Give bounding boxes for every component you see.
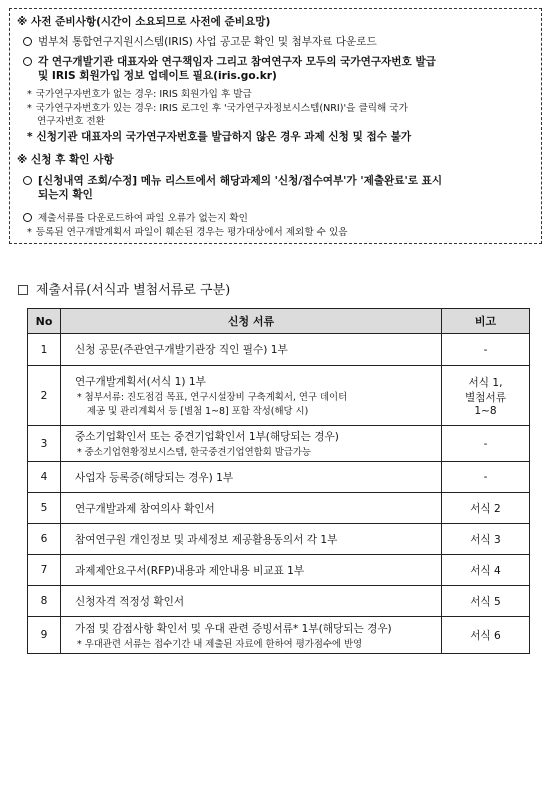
row-sub: * 첨부서류: 진도점검 목표, 연구시설장비 구축계획서, 연구 데이터	[77, 392, 348, 403]
row-note: 서식 6	[442, 617, 530, 654]
notice-box	[9, 8, 542, 244]
row-no: 5	[28, 493, 61, 524]
row-note: 서식 4	[442, 555, 530, 586]
notice-heading-after: ※ 신청 후 확인 사항	[17, 154, 114, 166]
notice-item-text-cont: 및 IRIS 회원가입 정보 업데이트 필요(iris.go.kr)	[38, 70, 277, 82]
asterisk-icon: *	[27, 103, 32, 114]
header-note: 비고	[442, 309, 530, 334]
notice-sub	[27, 226, 348, 239]
row-note: -	[442, 462, 530, 493]
header-no: No	[28, 309, 61, 334]
notice-item-text: 제출서류를 다운로드하여 파일 오류가 없는지 확인	[38, 213, 248, 224]
row-name: 연구개발계획서(서식 1) 1부	[75, 376, 206, 388]
row-no: 9	[28, 617, 61, 654]
row-note: 서식 2	[442, 493, 530, 524]
notice-item-text: [신청내역 조회/수정] 메뉴 리스트에서 해당과제의 '신청/접수여부'가 '제출완료'로 표시	[38, 175, 443, 187]
row-note-cell	[442, 366, 530, 426]
table-row	[28, 586, 530, 617]
row-no: 8	[28, 586, 61, 617]
notice-sub-text: 국가연구자번호가 없는 경우: IRIS 회원가입 후 발급	[35, 89, 252, 100]
table-row	[28, 334, 530, 366]
row-name-cell	[61, 366, 442, 426]
notice-sub	[27, 102, 408, 115]
notice-heading-prepare: ※ 사전 준비사항(시간이 소요되므로 사전에 준비요망)	[17, 16, 271, 28]
asterisk-icon: *	[27, 227, 32, 238]
row-note: 서식 3	[442, 524, 530, 555]
notice-item	[23, 56, 436, 69]
table-row	[28, 524, 530, 555]
table-row	[28, 366, 530, 426]
row-name-cell	[61, 426, 442, 462]
notice-sub	[27, 131, 411, 144]
row-note: 서식 5	[442, 586, 530, 617]
table-row	[28, 493, 530, 524]
row-note: 1~8	[474, 404, 497, 417]
row-name: 신청 공문(주관연구개발기관장 직인 필수) 1부	[61, 334, 442, 366]
notice-sub	[27, 88, 252, 101]
row-name: 과제제안요구서(RFP)내용과 제안내용 비교표 1부	[61, 555, 442, 586]
section-title	[18, 279, 230, 298]
row-no: 7	[28, 555, 61, 586]
row-name: 중소기업확인서 또는 중견기업확인서 1부(해당되는 경우)	[75, 431, 339, 443]
section-title-text: 제출서류(서식과 별첨서류로 구분)	[36, 283, 231, 298]
table-row	[28, 617, 530, 654]
circle-bullet-icon	[23, 57, 32, 66]
row-sub: 제공 및 관리계획서 등 [별첨 1~8] 포함 작성(해당 시)	[87, 406, 309, 417]
asterisk-icon: *	[27, 131, 33, 143]
row-name: 참여연구원 개인정보 및 과세정보 제공활용동의서 각 1부	[61, 524, 442, 555]
circle-bullet-icon	[23, 37, 32, 46]
notice-item-text: 각 연구개발기관 대표자와 연구책임자 그리고 참여연구자 모두의 국가연구자번호 발급	[38, 56, 436, 68]
row-no: 3	[28, 426, 61, 462]
row-name: 신청자격 적정성 확인서	[61, 586, 442, 617]
notice-item	[23, 212, 248, 225]
table-row	[28, 462, 530, 493]
row-note: -	[442, 334, 530, 366]
row-note: 별첨서류	[465, 391, 506, 404]
row-sub: * 우대관련 서류는 접수기간 내 제출된 자료에 한하여 평가점수에 반영	[77, 638, 363, 650]
table-row	[28, 555, 530, 586]
row-name: 가점 및 감점사항 확인서 및 우대 관련 증빙서류* 1부(해당되는 경우)	[75, 622, 392, 635]
notice-item	[23, 175, 442, 188]
notice-item-text-cont: 되는지 확인	[38, 189, 93, 201]
row-no: 6	[28, 524, 61, 555]
circle-bullet-icon	[23, 176, 32, 185]
row-no: 4	[28, 462, 61, 493]
row-name: 사업자 등록증(해당되는 경우) 1부	[61, 462, 442, 493]
row-note: 서식 1,	[468, 376, 503, 389]
documents-table	[27, 308, 530, 654]
row-no: 1	[28, 334, 61, 366]
row-no: 2	[28, 366, 61, 426]
header-name: 신청 서류	[61, 309, 442, 334]
table-header-row	[28, 309, 530, 334]
notice-sub-text: 국가연구자번호가 있는 경우: IRIS 로그인 후 '국가연구자정보시스템(NRI)'을 클릭해 국가	[35, 103, 408, 114]
notice-sub-text: 신청기관 대표자의 국가연구자번호를 발급하지 않은 경우 과제 신청 및 접수 불가	[36, 131, 412, 143]
row-sub: * 중소기업현황정보시스템, 한국중견기업연합회 발급가능	[77, 447, 311, 458]
row-name: 연구개발과제 참여의사 확인서	[61, 493, 442, 524]
notice-item-text: 범부처 통합연구지원시스템(IRIS) 사업 공고문 확인 및 첨부자료 다운로드	[38, 36, 377, 48]
notice-sub-text-cont: 연구자번호 전환	[37, 116, 105, 127]
row-name-cell	[61, 617, 442, 654]
circle-bullet-icon	[23, 213, 32, 222]
row-note: -	[442, 426, 530, 462]
asterisk-icon: *	[27, 89, 32, 100]
square-bullet-icon	[18, 285, 28, 295]
notice-item	[23, 36, 377, 49]
notice-sub-text: 등록된 연구개발계획서 파일이 훼손된 경우는 평가대상에서 제외할 수 있음	[35, 227, 348, 238]
table-row	[28, 426, 530, 462]
